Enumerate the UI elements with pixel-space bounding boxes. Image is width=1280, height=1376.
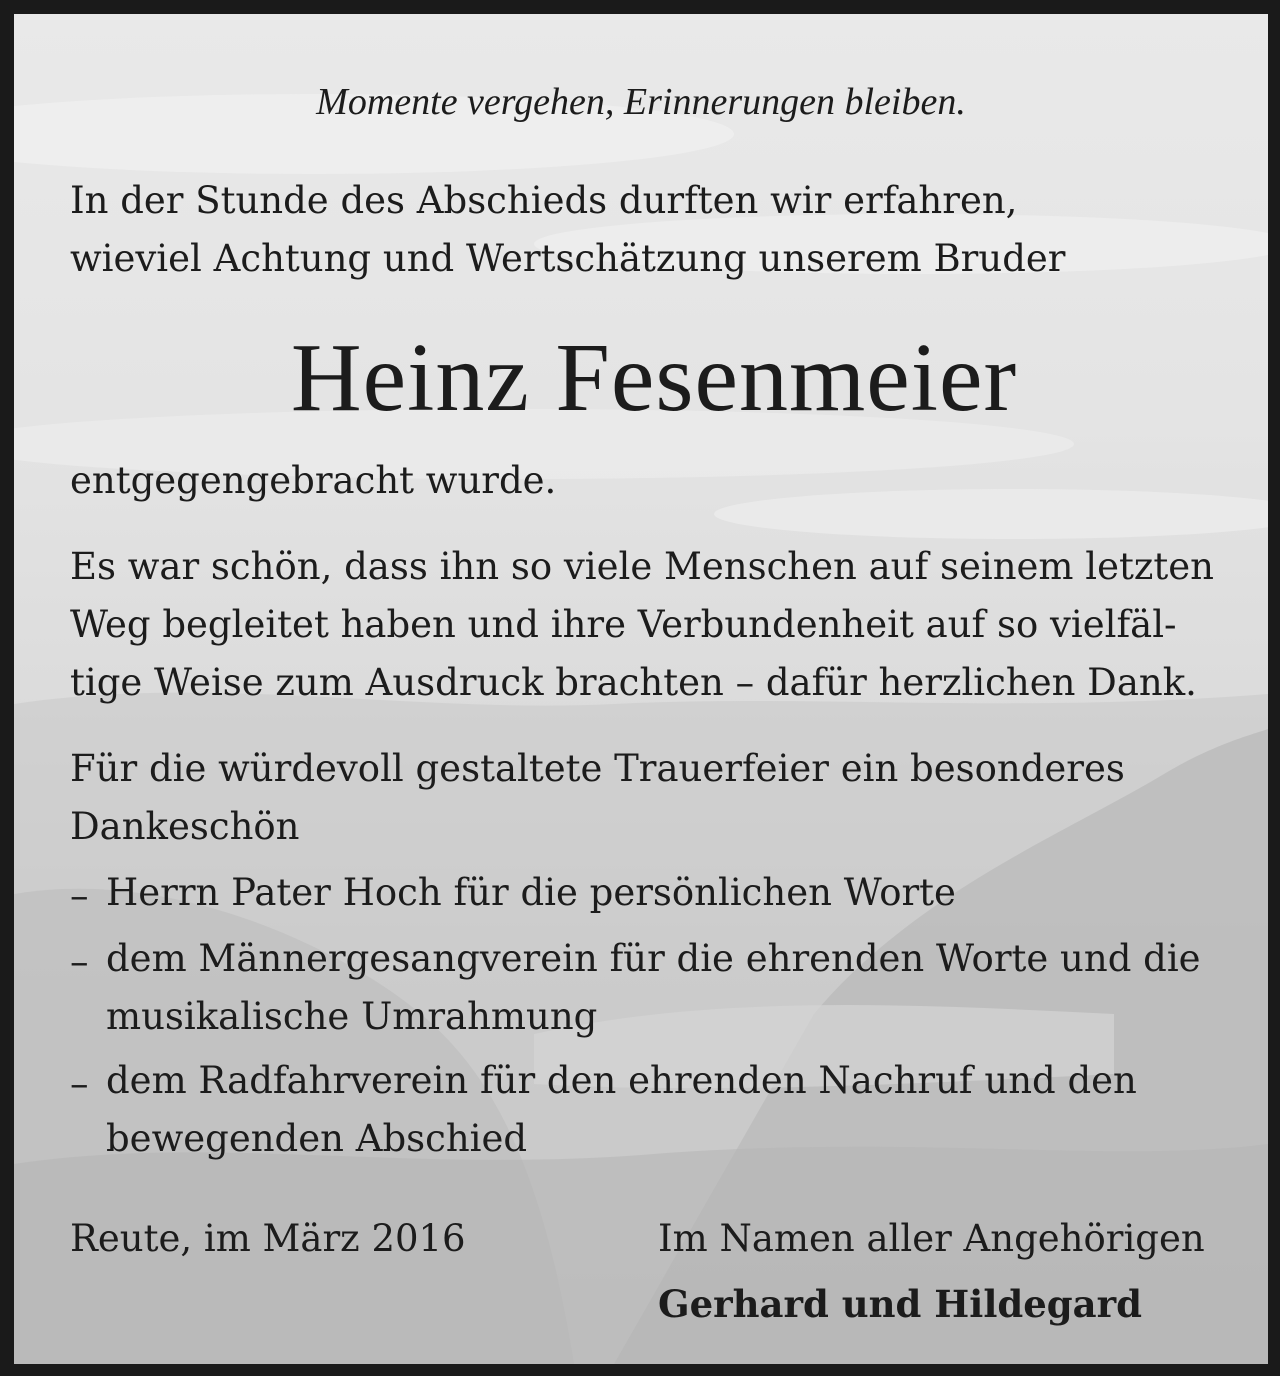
paragraph2-line-3: tige Weise zum Ausdruck brachten – dafür herzlichen Dank. [70, 661, 1197, 704]
thanks-item-3-line-2: bewegenden Abschied [106, 1117, 528, 1160]
motto: Momente vergehen, Erinnerungen bleiben. [316, 81, 966, 123]
paragraph2-line-2: Weg begleitet haben und ihre Verbundenheit auf so vielfäl- [70, 603, 1177, 646]
signatories: Gerhard und Hildegard [658, 1282, 1142, 1326]
signoff: Im Namen aller Angehörigen [658, 1217, 1205, 1260]
dash-bullet: – [70, 940, 89, 983]
intro-line-2: wieviel Achtung und Wertschätzung unserem Bruder [70, 237, 1066, 280]
thanks-item-2-line-1: dem Männergesangverein für die ehrenden Worte und die [106, 937, 1201, 980]
paragraph2-line-1: Es war schön, dass ihn so viele Menschen auf seinem letzten [70, 545, 1214, 588]
obituary-text [14, 14, 1268, 1364]
deceased-name: Heinz Fesenmeier [290, 324, 1018, 432]
place-date: Reute, im März 2016 [70, 1217, 466, 1260]
thanks-item-3-line-1: dem Radfahrverein für den ehrenden Nachruf und den [106, 1059, 1137, 1102]
thanks-item-1-line-1: Herrn Pater Hoch für die persönlichen Worte [106, 871, 956, 914]
dash-bullet: – [70, 874, 89, 917]
intro-line-1: In der Stunde des Abschieds durften wir erfahren, [70, 179, 1018, 222]
after-name-line: entgegengebracht wurde. [70, 459, 557, 502]
paragraph3-line-2: Dankeschön [70, 805, 300, 848]
paragraph3-line-1: Für die würdevoll gestaltete Trauerfeier ein besonderes [70, 747, 1125, 790]
thanks-item-2-line-2: musikalische Umrahmung [106, 995, 598, 1038]
dash-bullet: – [70, 1062, 89, 1105]
